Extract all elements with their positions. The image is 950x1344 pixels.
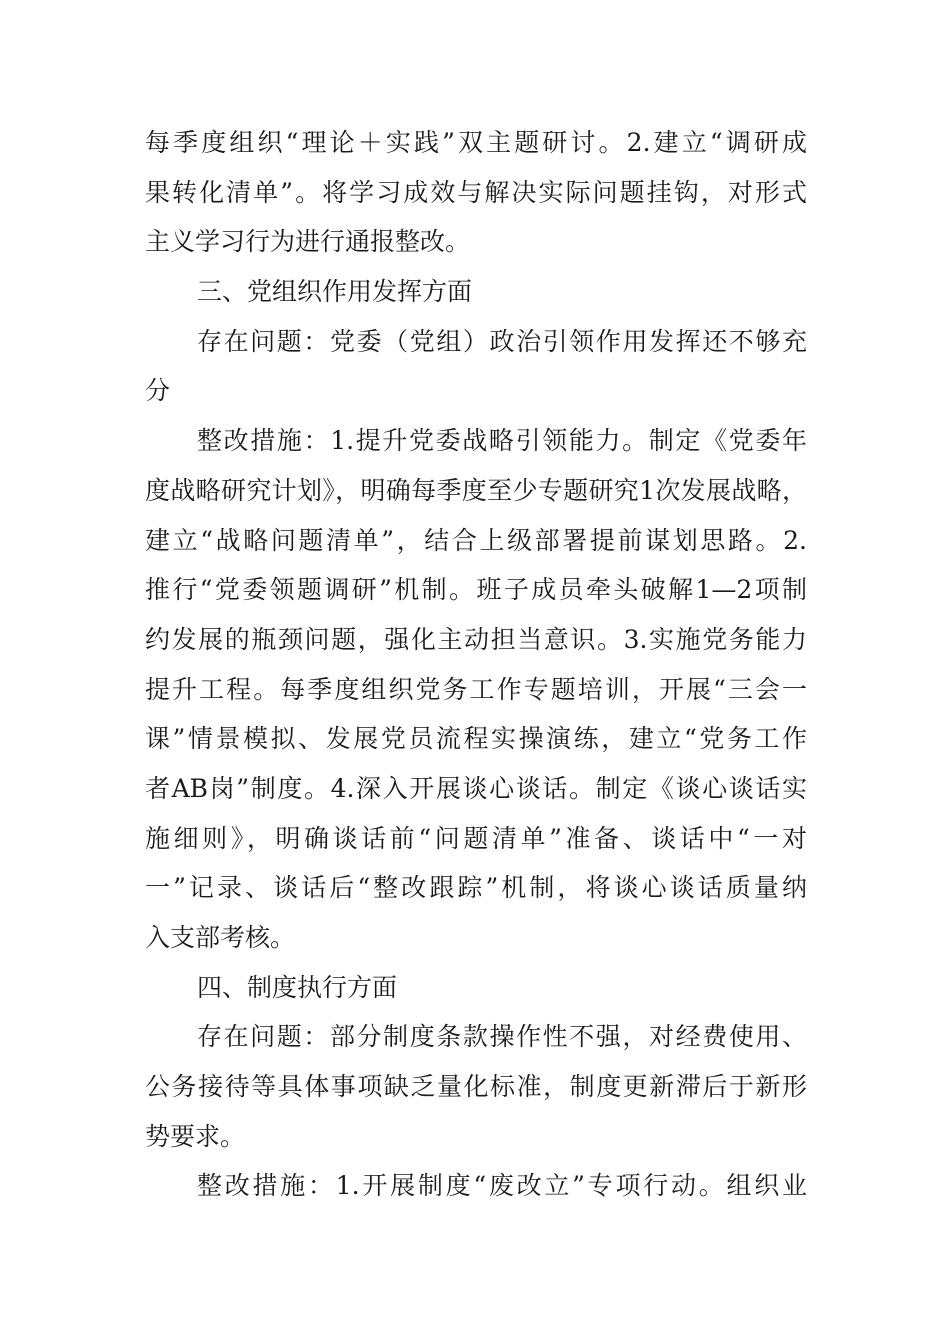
text-line: 建立“战略问题清单”，结合上级部署提前谋划思路。2.	[145, 525, 807, 555]
text-line: 入支部考核。	[145, 923, 296, 952]
text-line: 施细则》，明确谈话前“问题清单”准备、谈话中“一对	[145, 823, 807, 853]
paragraph	[145, 416, 807, 963]
text-line: 整改措施：1.开展制度“废改立”专项行动。组织业	[197, 1171, 807, 1201]
text-line: 者AB岗”制度。4.深入开展谈心谈话。制定《谈心谈话实	[145, 773, 807, 803]
text-line: 势要求。	[145, 1121, 246, 1151]
paragraph	[145, 1161, 807, 1211]
paragraph	[145, 267, 807, 317]
text-line: 约发展的瓶颈问题，强化主动担当意识。3.实施党务能力	[145, 624, 807, 654]
text-line: 课”情景模拟、发展党员流程实操演练，建立“党务工作	[145, 724, 807, 754]
text-line: 一”记录、谈话后“整改跟踪”机制，将谈心谈话质量纳	[145, 873, 807, 903]
text-line: 存在问题：党委（党组）政治引领作用发挥还不够充	[197, 326, 807, 356]
text-line: 四、制度执行方面	[197, 972, 398, 1002]
paragraph	[145, 118, 807, 267]
text-line: 主义学习行为进行通报整改。	[145, 227, 471, 257]
text-line: 分	[145, 376, 171, 406]
text-line: 推行“党委领题调研”机制。班子成员牵头破解1—2项制	[145, 575, 807, 605]
text-line: 果转化清单”。将学习成效与解决实际问题挂钩，对形式	[145, 177, 807, 207]
text-line: 三、党组织作用发挥方面	[197, 277, 473, 307]
text-line: 公务接待等具体事项缺乏量化标准，制度更新滞后于新形	[145, 1072, 807, 1102]
text-line: 整改措施：1.提升党委战略引领能力。制定《党委年	[197, 426, 807, 456]
document-page	[145, 118, 807, 1211]
text-line: 存在问题：部分制度条款操作性不强，对经费使用、	[197, 1022, 807, 1052]
text-line: 提升工程。每季度组织党务工作专题培训，开展“三会一	[145, 674, 807, 704]
paragraph	[145, 1012, 807, 1161]
text-line: 度战略研究计划》，明确每季度至少专题研究1次发展战略，	[145, 475, 807, 505]
paragraph	[145, 317, 807, 416]
paragraph	[145, 963, 807, 1013]
text-line: 每季度组织“理论＋实践”双主题研讨。2.建立“调研成	[145, 128, 807, 157]
